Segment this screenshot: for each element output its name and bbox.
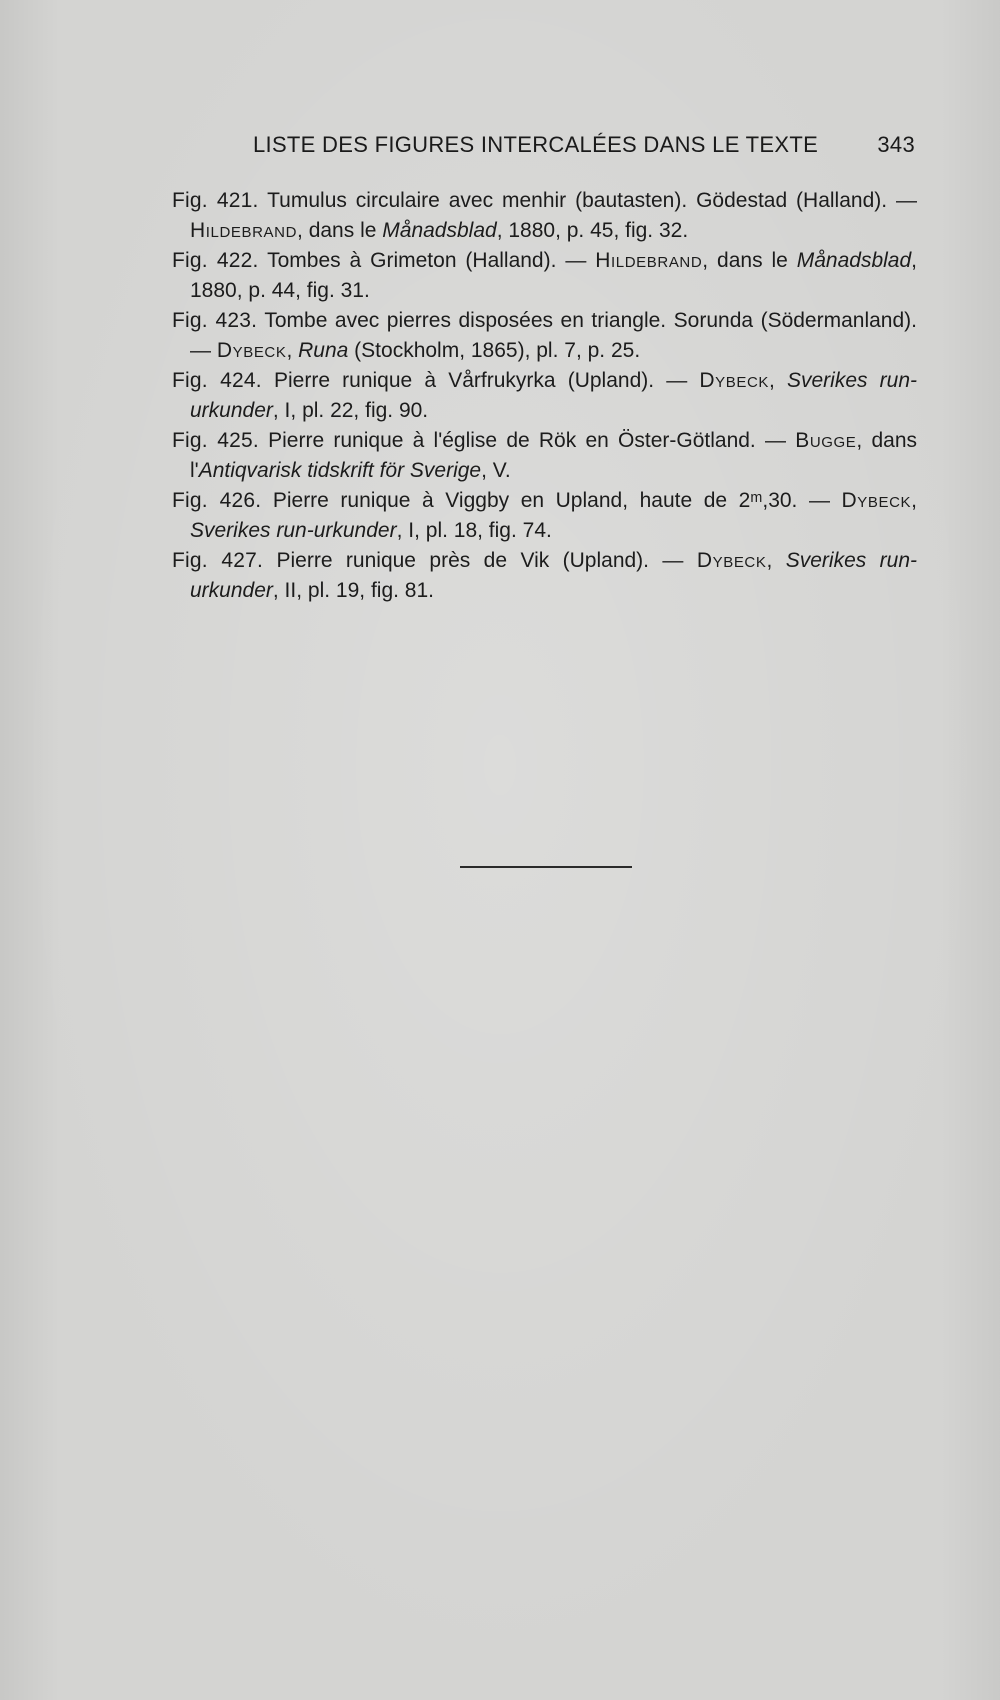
citation-connector: ,	[769, 369, 787, 392]
figure-label: Fig. 427.	[172, 549, 264, 572]
figure-label: Fig. 425.	[172, 429, 259, 452]
figure-entry	[172, 426, 917, 485]
author-name: Hildebrand	[595, 249, 703, 272]
figure-caption: Pierre runique à l'église de Rök en Öster-Götland. —	[258, 429, 796, 452]
work-title: Sverikes run-urkunder	[190, 369, 918, 422]
page-title: LISTE DES FIGURES INTERCALÉES DANS LE TEXTE	[253, 132, 819, 157]
citation-connector: ,	[911, 489, 918, 512]
citation-connector: , dans le	[702, 249, 797, 272]
figure-entry	[172, 366, 917, 425]
work-title: Sverikes run-urkunder	[190, 549, 917, 602]
figure-entry	[172, 546, 917, 605]
page-number: 343	[877, 132, 915, 157]
work-title: Månadsblad	[796, 249, 912, 272]
citation-reference: , I, pl. 18, fig. 74.	[396, 518, 552, 542]
citation-connector: , dans le	[297, 218, 383, 242]
author-name: Dybeck	[699, 369, 769, 392]
figure-label: Fig. 426.	[172, 489, 262, 512]
author-name: Dybeck	[216, 338, 287, 362]
section-separator-rule	[460, 866, 632, 868]
work-title: Antiqvarisk tidskrift för Sverige	[198, 458, 482, 482]
citation-connector: ,	[286, 338, 299, 362]
figure-entry	[172, 186, 917, 245]
citation-connector: , dans l'	[190, 429, 918, 482]
citation-reference: , I, pl. 22, fig. 90.	[272, 398, 429, 422]
author-name: Dybeck	[696, 549, 767, 572]
figure-label: Fig. 421.	[172, 189, 259, 212]
figure-caption: Tombes à Grimeton (Halland). —	[258, 249, 596, 272]
figure-caption: Pierre runique à Vårfrukyrka (Upland). —	[261, 369, 700, 392]
figure-caption: Tumulus circulaire avec menhir (bautasten). Gödestad (Halland). —	[258, 189, 917, 212]
running-header	[253, 132, 915, 166]
work-title: Runa	[298, 338, 349, 362]
citation-reference: , 1880, p. 45, fig. 32.	[496, 218, 689, 242]
citation-reference: , 1880, p. 44, fig. 31.	[190, 249, 917, 302]
author-name: Hildebrand	[190, 218, 298, 242]
figure-entry	[172, 246, 917, 305]
figure-label: Fig. 423.	[172, 309, 258, 332]
citation-reference: , V.	[481, 458, 511, 482]
author-name: Bugge	[795, 429, 857, 452]
figure-label: Fig. 424.	[172, 369, 262, 392]
figure-caption: Pierre runique à Viggby en Upland, haute de 2ᵐ,30. —	[261, 489, 842, 512]
work-title: Månadsblad	[382, 218, 497, 242]
author-name: Dybeck	[841, 489, 912, 512]
figure-list	[172, 186, 917, 606]
citation-reference: , II, pl. 19, fig. 81.	[272, 578, 434, 602]
citation-reference: (Stockholm, 1865), pl. 7, p. 25.	[348, 338, 641, 362]
figure-caption: Pierre runique près de Vik (Upland). —	[263, 549, 697, 572]
figure-caption: Tombe avec pierres disposées en triangle. Sorunda (Södermanland). —	[190, 309, 917, 362]
citation-connector: ,	[766, 549, 786, 572]
figure-entry	[172, 306, 917, 365]
work-title: Sverikes run-urkunder	[190, 518, 397, 542]
figure-label: Fig. 422.	[172, 249, 259, 272]
figure-entry	[172, 486, 917, 545]
